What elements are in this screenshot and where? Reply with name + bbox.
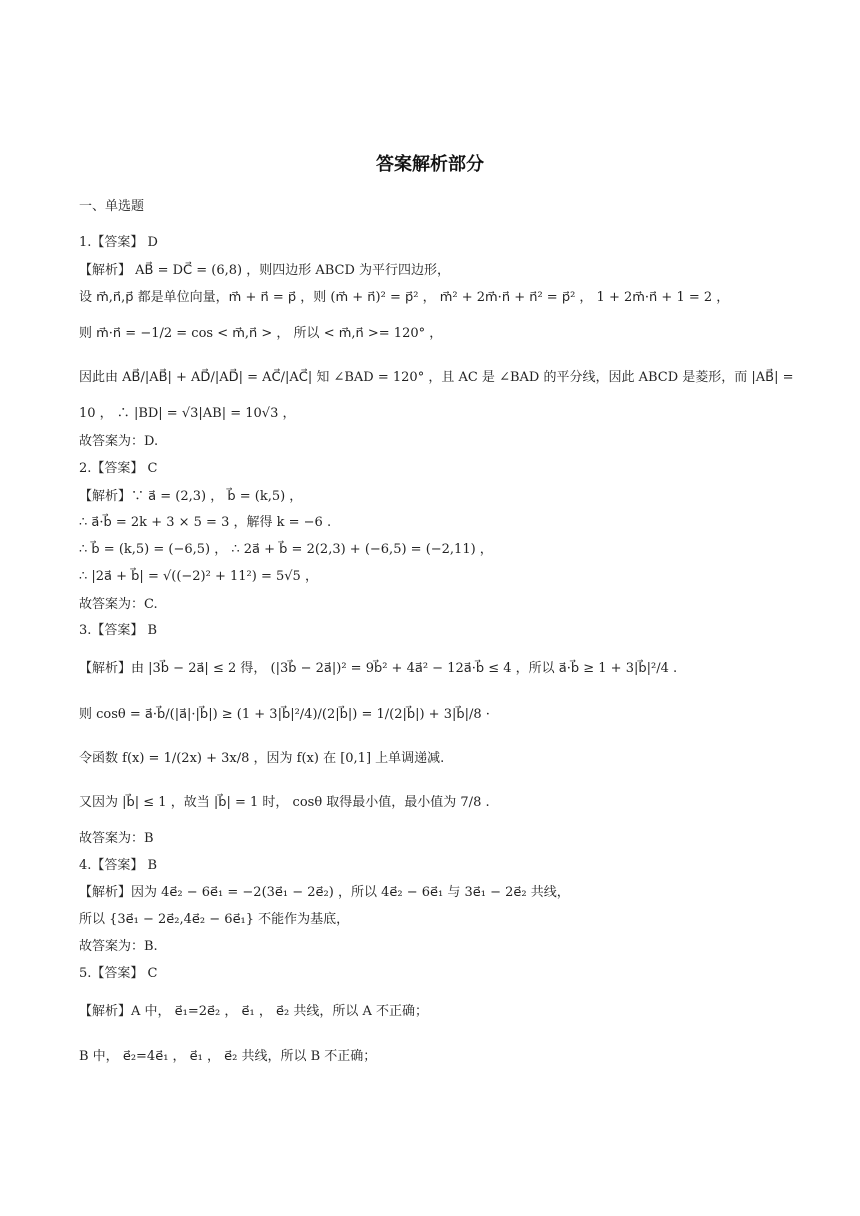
answer-5-header: 5.【答案】 C — [79, 966, 158, 981]
answer-4-line: 【解析】因为 4e⃗₂ − 6e⃗₁ = −2(3e⃗₁ − 2e⃗₂) ，所以 4e⃗₂ − 6e⃗₁ 与 3e⃗₁ − 2e⃗₂ 共线， — [79, 885, 570, 900]
answer-1-line: 【解析】 AB⃗ = DC⃗ = (6,8) ，则四边形 ABCD 为平行四边形， — [79, 263, 451, 278]
answer-3-line: 又因为 |b⃗| ≤ 1 ，故当 |b⃗| = 1 时， cosθ 取得最小值，最小值为 7/8 . — [79, 795, 490, 810]
answer-3-conclusion: 故答案为：B — [79, 831, 154, 846]
answer-1-line: 10 ， ∴ |BD| = √3|AB| = 10√3 ， — [79, 406, 296, 421]
section-heading: 一、单选题 — [79, 199, 145, 214]
answer-2-line: ∴ a⃗·b⃗ = 2k + 3 × 5 = 3 ，解得 k = −6 . — [79, 515, 332, 530]
answer-1-line: 因此由 AB⃗/|AB⃗| + AD⃗/|AD⃗| = AC⃗/|AC⃗| 知 ∠BAD = 120° ，且 AC 是 ∠BAD 的平分线，因此 ABCD 是菱形，而 |AB⃗| = — [79, 370, 794, 385]
answer-2-header: 2.【答案】 C — [79, 461, 158, 476]
answer-3-line: 则 cosθ = a⃗·b⃗/(|a⃗|·|b⃗|) ≥ (1 + 3|b⃗|²/4)/(2|b⃗|) = 1/(2|b⃗|) + 3|b⃗|/8 · — [79, 707, 490, 722]
answer-4-header: 4.【答案】 B — [79, 858, 158, 873]
answer-1-conclusion: 故答案为：D. — [79, 434, 159, 449]
answer-3-header: 3.【答案】 B — [79, 623, 158, 638]
answer-2-conclusion: 故答案为：C. — [79, 597, 158, 612]
answer-5-line: 【解析】A 中， e⃗₁=2e⃗₂ ， e⃗₁ ， e⃗₂ 共线，所以 A 不正确； — [79, 1004, 428, 1019]
answer-2-line: 【解析】∵ a⃗ = (2,3) ， b⃗ = (k,5) ， — [79, 489, 303, 504]
answer-3-line: 令函数 f(x) = 1/(2x) + 3x/8 ，因为 f(x) 在 [0,1] 上单调递减. — [79, 751, 445, 766]
answer-5-line: B 中， e⃗₂=4e⃗₁ ， e⃗₁ ， e⃗₂ 共线，所以 B 不正确； — [79, 1049, 377, 1064]
page-title: 答案解析部分 — [376, 154, 484, 175]
answer-1-header: 1.【答案】 D — [79, 235, 158, 250]
answer-3-line: 【解析】由 |3b⃗ − 2a⃗| ≤ 2 得， (|3b⃗ − 2a⃗|)² = 9b⃗² + 4a⃗² − 12a⃗·b⃗ ≤ 4 ，所以 a⃗·b⃗ ≥ 1 + 3|b⃗|²/4 . — [79, 661, 678, 676]
answer-2-line: ∴ |2a⃗ + b⃗| = √((−2)² + 11²) = 5√5 ， — [79, 569, 318, 584]
answer-2-line: ∴ b⃗ = (k,5) = (−6,5) ， ∴ 2a⃗ + b⃗ = 2(2,3) + (−6,5) = (−2,11) ， — [79, 542, 493, 557]
answer-4-conclusion: 故答案为：B. — [79, 939, 158, 954]
answer-1-line: 设 m⃗,n⃗,p⃗ 都是单位向量，m⃗ + n⃗ = p⃗ ，则 (m⃗ + n⃗)² = p⃗² ， m⃗² + 2m⃗·n⃗ + n⃗² = p⃗² ， 1 + 2m⃗·n⃗ + 1 = 2 ， — [79, 290, 730, 305]
answer-4-line: 所以 {3e⃗₁ − 2e⃗₂,4e⃗₂ − 6e⃗₁} 不能作为基底， — [79, 912, 350, 927]
answer-1-line: 则 m⃗·n⃗ = −1/2 = cos < m⃗,n⃗ > ， 所以 < m⃗,n⃗ >= 120° ， — [79, 326, 443, 341]
